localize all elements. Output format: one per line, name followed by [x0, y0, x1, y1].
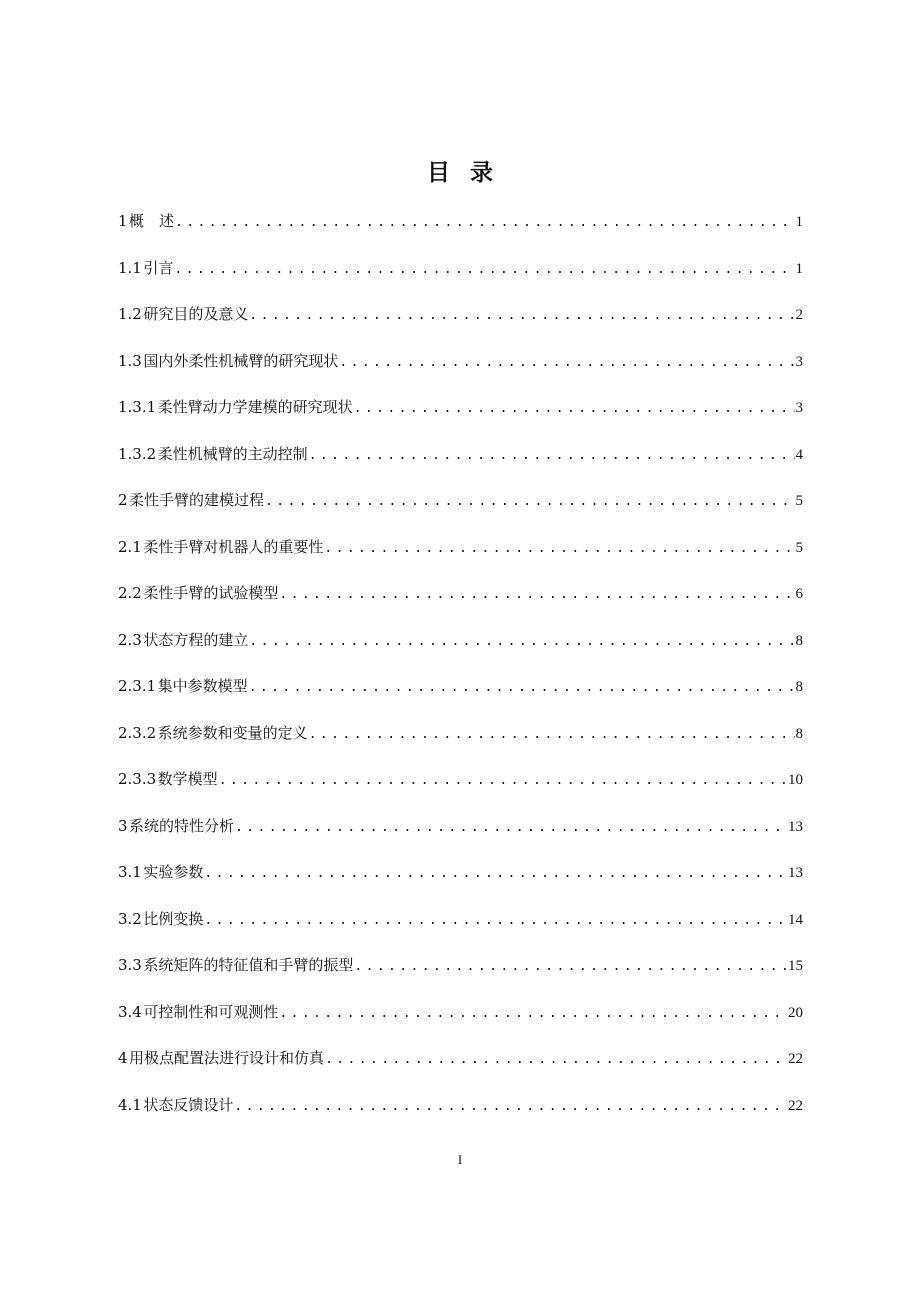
- toc-entry-page: 13: [788, 818, 803, 835]
- toc-entry-title: 比例变换: [143, 909, 204, 928]
- toc-entry-title: 状态方程的建立: [143, 630, 249, 649]
- toc-entry-title: 系统矩阵的特征值和手臂的振型: [143, 956, 354, 974]
- toc-entry-number: 1: [118, 212, 128, 230]
- toc-entry-number: 1.1: [118, 258, 142, 277]
- toc-entry-number: 4.1: [118, 1095, 142, 1114]
- toc-entry-page: 15: [788, 958, 803, 974]
- toc-entry-title: 系统参数和变量的定义: [157, 723, 308, 742]
- toc-entry[interactable]: [118, 297, 803, 344]
- toc-entry[interactable]: [118, 809, 803, 856]
- toc-entry[interactable]: [118, 204, 803, 251]
- toc-title-char-1: 目: [427, 160, 450, 186]
- toc-entry-number: 3.2: [118, 909, 142, 928]
- toc-entry-page: 6: [795, 586, 803, 602]
- toc-leader-dots: [309, 439, 795, 473]
- toc-leader-dots: [174, 253, 794, 287]
- toc-entry-page: 5: [795, 493, 803, 509]
- toc-leader-dots: [309, 718, 795, 752]
- toc-entry-page: 5: [795, 539, 803, 556]
- toc-entry-number: 3.4: [118, 1002, 142, 1021]
- toc-leader-dots: [324, 532, 794, 566]
- toc-entry-title: 状态反馈设计: [143, 1095, 234, 1114]
- toc-entry-title: 概 述: [129, 212, 175, 230]
- toc-leader-dots: [325, 1043, 787, 1077]
- toc-entry-number: 4: [118, 1049, 128, 1067]
- toc-entry-title: 国内外柔性机械臂的研究现状: [143, 351, 339, 370]
- toc-entry[interactable]: [118, 669, 803, 716]
- toc-entry-title: 柔性手臂对机器人的重要性: [143, 537, 324, 556]
- toc-entry-page: 14: [788, 911, 803, 928]
- toc-entry[interactable]: [118, 1088, 803, 1135]
- toc-entry-title: 集中参数模型: [157, 677, 248, 695]
- toc-entry[interactable]: [118, 251, 803, 298]
- toc-entry-page: 4: [795, 446, 803, 463]
- toc-entry-number: 3: [118, 816, 128, 835]
- toc-entry[interactable]: [118, 902, 803, 949]
- toc-entry-number: 2.3.3: [118, 770, 157, 788]
- toc-entry[interactable]: [118, 995, 803, 1042]
- toc-entry-number: 2.3.1: [118, 677, 157, 695]
- toc-entry-page: 1: [795, 260, 803, 277]
- toc-entry-page: 8: [795, 679, 803, 695]
- toc-entry-title: 柔性机械臂的主动控制: [157, 444, 308, 463]
- toc-entry-page: 8: [795, 725, 803, 742]
- toc-entry-title: 研究目的及意义: [143, 305, 249, 323]
- toc-title-char-2: 录: [470, 160, 493, 186]
- toc-entry-title: 用极点配置法进行设计和仿真: [129, 1049, 325, 1067]
- toc-entry-number: 2.3: [118, 630, 142, 649]
- toc-entry-number: 2.3.2: [118, 723, 157, 742]
- toc-entry-number: 1.3.2: [118, 444, 157, 463]
- toc-entry-number: 1.3.1: [118, 398, 157, 416]
- toc-entry-page: 13: [788, 865, 803, 881]
- toc-entry[interactable]: [118, 344, 803, 391]
- toc-entry-title: 柔性手臂的建模过程: [129, 491, 265, 509]
- toc-entry-number: 3.1: [118, 863, 142, 881]
- toc-entry-number: 2: [118, 491, 128, 509]
- toc-entry-page: 10: [788, 772, 803, 788]
- toc-leader-dots: [204, 857, 787, 891]
- toc-entry-number: 3.3: [118, 956, 142, 974]
- toc-entry[interactable]: [118, 1041, 803, 1088]
- toc-entry-title: 柔性手臂的试验模型: [143, 584, 279, 602]
- toc-entry-title: 系统的特性分析: [129, 816, 235, 835]
- toc-leader-dots: [249, 671, 795, 705]
- toc-entry-page: 3: [795, 353, 803, 370]
- toc-entry-title: 可控制性和可观测性: [143, 1002, 279, 1021]
- toc-leader-dots: [249, 299, 794, 333]
- toc-entry[interactable]: [118, 576, 803, 623]
- toc-entry-page: 1: [795, 214, 803, 230]
- toc-entry-title: 数学模型: [157, 770, 218, 788]
- toc-entry-number: 1.2: [118, 305, 142, 323]
- toc-leader-dots: [265, 485, 794, 519]
- toc-entry-page: 2: [795, 307, 803, 323]
- toc-entry[interactable]: [118, 390, 803, 437]
- toc-leader-dots: [204, 904, 787, 938]
- toc-entry-number: 2.2: [118, 584, 142, 602]
- toc-entry-page: 8: [795, 632, 803, 649]
- toc-entry-page: 22: [788, 1051, 803, 1067]
- toc-entry-number: 2.1: [118, 537, 142, 556]
- toc-leader-dots: [235, 811, 787, 845]
- toc-leader-dots: [279, 578, 794, 612]
- toc-entry[interactable]: [118, 483, 803, 530]
- toc-leader-dots: [354, 392, 795, 426]
- toc-entry-page: 20: [788, 1004, 803, 1021]
- toc-entry[interactable]: [118, 623, 803, 670]
- toc-leader-dots: [219, 764, 787, 798]
- toc-entry[interactable]: [118, 948, 803, 995]
- footer-page-number: I: [457, 1152, 463, 1167]
- toc-list: [118, 204, 803, 1134]
- toc-leader-dots: [339, 346, 794, 380]
- toc-leader-dots: [354, 950, 787, 984]
- toc-entry-title: 柔性臂动力学建模的研究现状: [157, 398, 353, 416]
- toc-leader-dots: [249, 625, 794, 659]
- toc-entry-page: 3: [795, 400, 803, 416]
- toc-entry-title: 实验参数: [143, 863, 204, 881]
- toc-entry-page: 22: [788, 1097, 803, 1114]
- toc-title: [0, 156, 920, 190]
- toc-leader-dots: [279, 997, 787, 1031]
- toc-leader-dots: [175, 206, 794, 240]
- toc-entry[interactable]: [118, 855, 803, 902]
- toc-entry-number: 1.3: [118, 351, 142, 370]
- toc-entry[interactable]: [118, 716, 803, 763]
- toc-entry[interactable]: [118, 762, 803, 809]
- toc-entry[interactable]: [118, 437, 803, 484]
- toc-leader-dots: [234, 1090, 787, 1124]
- toc-entry-title: 引言: [143, 258, 174, 277]
- toc-entry[interactable]: [118, 530, 803, 577]
